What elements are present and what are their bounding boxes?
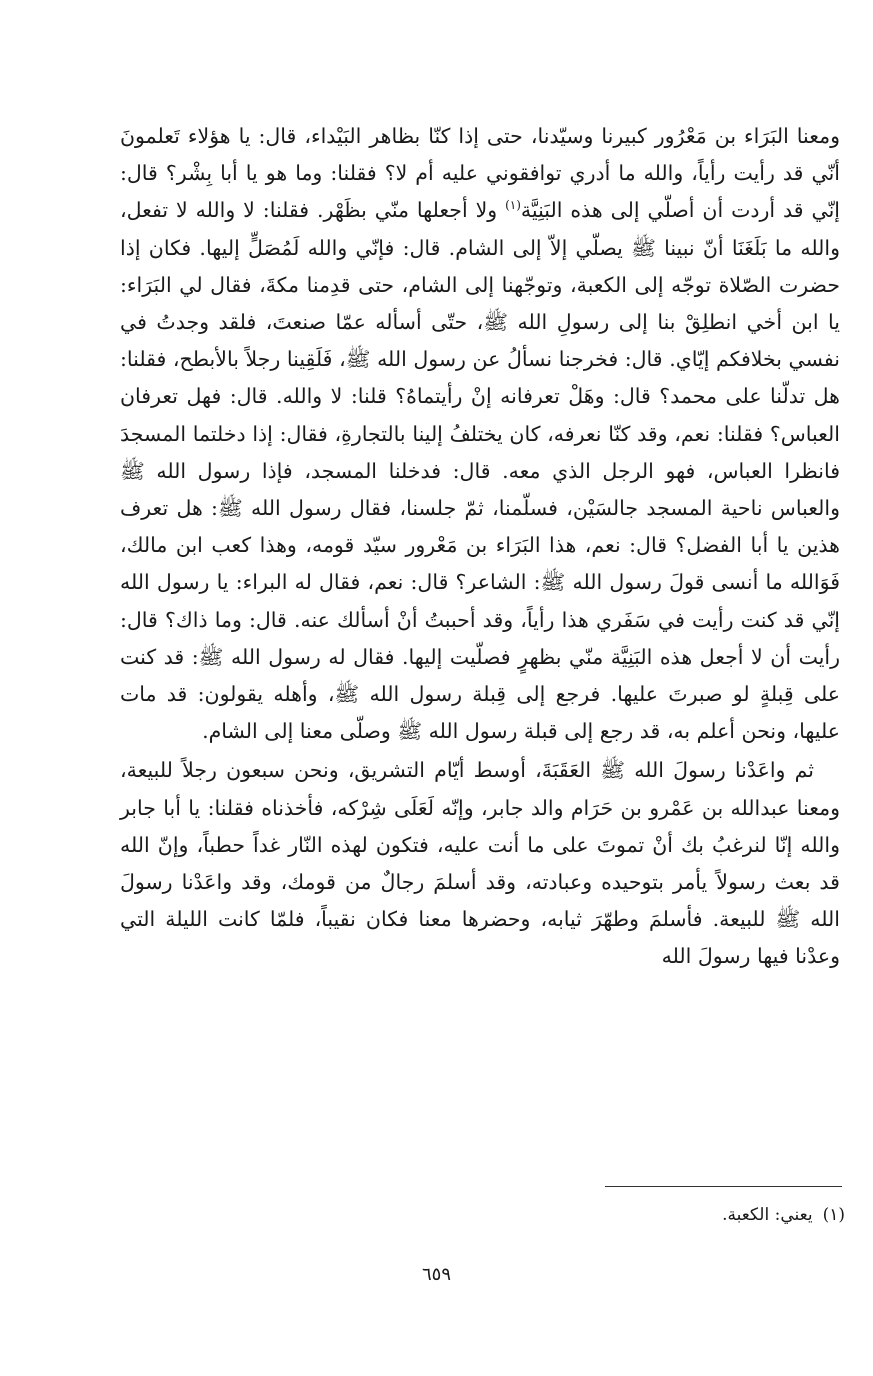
paragraph-1 [120, 118, 840, 750]
footnote-number: (١) [822, 1205, 845, 1225]
main-text [120, 118, 840, 976]
paragraph-1-text-start: ومعنا البَرَاء بن مَعْرُور كبيرنا وسيّدنا، حتى إذا كنّا بظاهر البَيْداء، قال: يا هؤلاء تَعلمونَ أنّي قد رأيت رأياً، والله ما أدري توافقوني عليه أم لا؟ فقلنا: وما هو يا أبا بِشْر؟ قال: إنّي قد أردت أن أصلّي إلى هذه البَنِيَّة [120, 124, 841, 223]
page-number: ٦٥٩ [421, 1264, 451, 1285]
footnote-separator [605, 1186, 842, 1187]
footnote [125, 1203, 845, 1227]
paragraph-1-text-end: ولا أجعلها منّي بظَهْر. فقلنا: لا والله لا تفعل، والله ما بَلَغَنَا أنّ نبينا ﷺ يصلّي إلاّ إلى الشام. قال: فإنّي والله لَمُصَلٍّ إليها. فكان إذا حضرت الصّلاة توجّه إلى الكعبة، وتوجّهنا إلى الشام، حتى قدِمنا مكةَ، فقال لي البَرَاء: يا ابن أخي انطلِقْ بنا إلى رسولِ الله ﷺ، حتّى أسأله عمّا صنعتَ، فلقد وجدتُ في نفسي بخلافكم إيّاي. قال: فخرجنا نسألُ عن رسول الله ﷺ، فَلَقِينا رجلاً بالأبطح، فقلنا: هل تدلّنا على محمد؟ قال: وهَلْ تعرفانه إنْ رأيتماهُ؟ قلنا: لا والله. قال: فهل تعرفان العباس؟ فقلنا: نعم، وقد كنّا نعرفه، كان يختلفُ إلينا بالتجارةِ، فقال: إذا دخلتما المسجدَ فانظرا العباس، فهو الرجل الذي معه. قال: فدخلنا المسجد، فإذا رسول الله ﷺ والعباس ناحية المسجد جالسَيْن، فسلّمنا، ثمّ جلسنا، فقال رسول الله ﷺ: هل تعرف هذين يا أبا الفضل؟ قال: نعم، هذا البَرَاء بن مَعْرور سيّد قومه، وهذا كعب ابن مالك، فَوَالله ما أنسى قولَ رسول الله ﷺ: الشاعر؟ قال: نعم، فقال له البراء: يا رسول الله إنّي قد كنت رأيت في سَفَري هذا رأياً، وقد أحببتُ أنْ أسألك عنه. قال: وما ذاك؟ قال: رأيت أن لا أجعل هذه البَنِيَّة منّي بظهرٍ فصلّيت إليها. فقال له رسول الله ﷺ: قد كنت على قِبلةٍ لو صبرتَ عليها. فرجع إلى قِبلة رسول الله ﷺ، وأهله يقولون: قد مات عليها، ونحن أعلم به، قد رجع إلى قبلة رسول الله ﷺ وصلّى معنا إلى الشام. [120, 198, 840, 744]
paragraph-2: ثم واعَدْنا رسولَ الله ﷺ العَقَبَةَ، أوسط أيّام التشريق، ونحن سبعون رجلاً للبيعة، ومعنا عبدالله بن عَمْرو بن حَرَام والد جابر، وإنّه لَعَلَى شِرْكه، فأخذناه فقلنا: يا أبا جابر والله إنّا لنرغبُ بك أنْ تموتَ على ما أنت عليه، فتكون لهذه النّار غداً حطباً، وإنّ الله قد بعث رسولاً يأمر بتوحيده وعبادته، وقد أسلمَ رجالٌ من قومك، وقد واعَدْنا رسولَ الله ﷺ للبيعة. فأسلمَ وطهّرَ ثيابه، وحضرها معنا فكان نقيباً، فلمّا كانت الليلة التي وعدْنا فيها رسولَ الله [120, 758, 840, 969]
footnote-text: يعني: الكعبة. [722, 1205, 813, 1225]
footnote-reference: (١) [505, 198, 521, 213]
